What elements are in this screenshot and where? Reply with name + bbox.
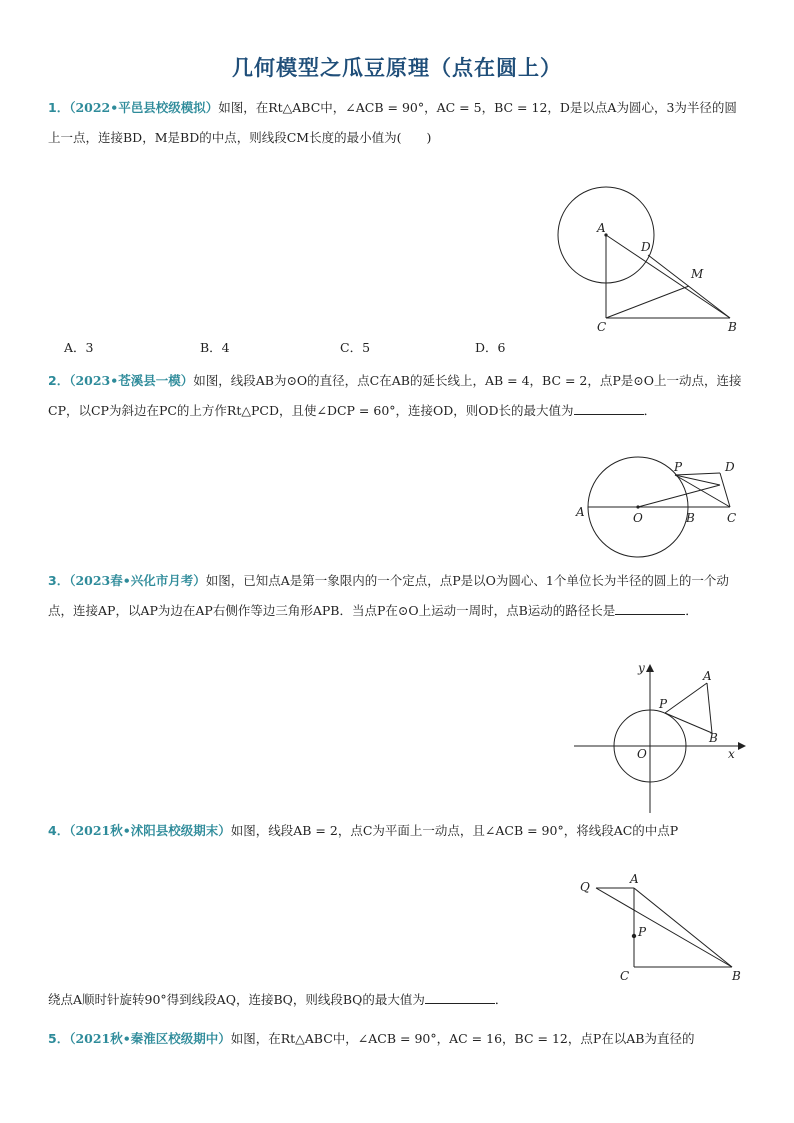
label-P: P	[638, 925, 647, 939]
question-1	[48, 93, 748, 153]
choice-d[interactable]: D．6	[475, 340, 506, 355]
question-2: 2．（2023•苍溪县一模）如图，线段AB为⊙O的直径，点C在AB的延长线上，AB = 4，BC = 2，点P是⊙O上一动点，连接CP，以CP为斜边在PC的上方作Rt△PCD，且使∠DCP = 60°，连接OD，则OD长的最大值为 ．	[48, 373, 742, 418]
label-x: x	[728, 747, 735, 761]
label-A: A	[703, 669, 712, 683]
question-text: 如图，在Rt△ABC中，∠ACB = 90°，AC = 16，BC = 12，点P在以AB为直径的	[230, 1031, 695, 1046]
question-number: 4．	[48, 823, 70, 838]
choice-c[interactable]: C．5	[340, 340, 371, 355]
question-source: （2021秋•秦淮区校级期中）	[69, 1031, 231, 1046]
question-text: 如图，在Rt△ABC中，∠ACB = 90°，AC = 5，BC = 12，D是以点A为圆心，3为半径的圆上一点，连接BD，M是BD的中点，则线段CM长度的最小值为( )	[48, 100, 737, 145]
label-P: P	[674, 460, 683, 474]
question-source: （2022•平邑县校级模拟）	[69, 100, 219, 115]
question-text: 如图，已知点A是第一象限内的一个定点，点P是以O为圆心、1个单位长为半径的圆上的一个动点，连接AP，以AP为边在AP右侧作等边三角形APB．当点P在⊙O上运动一周时，点B运动的路径长是	[48, 573, 729, 618]
figure-q4	[570, 870, 750, 985]
label-P: P	[659, 697, 668, 711]
question-number: 1．	[48, 100, 70, 115]
question-3: 3．（2023春•兴化市月考）如图，已知点A是第一象限内的一个定点，点P是以O为圆心、1个单位长为半径的圆上的一个动点，连接AP，以AP为边在AP右侧作等边三角形APB．当点P在⊙O上运动一周时，点B运动的路径长是 ．	[48, 573, 729, 618]
label-D: D	[641, 240, 651, 254]
choice-a[interactable]: A．3	[64, 340, 94, 355]
label-B: B	[728, 320, 737, 334]
label-O: O	[633, 511, 643, 525]
label-C: C	[727, 511, 737, 525]
question-source: （2023春•兴化市月考）	[69, 573, 206, 588]
figure-q2	[570, 455, 750, 565]
label-C: C	[620, 969, 630, 983]
label-M: M	[691, 267, 704, 281]
question-number: 5．	[48, 1031, 70, 1046]
figure-q3	[570, 658, 750, 818]
label-O: O	[637, 747, 647, 761]
question-number: 3．	[48, 573, 70, 588]
answer-blank[interactable]	[615, 600, 685, 615]
question-4	[48, 816, 748, 846]
label-Q: Q	[580, 880, 590, 894]
question-number: 2．	[48, 373, 70, 388]
choice-b[interactable]: B．4	[200, 340, 230, 355]
label-A: A	[630, 872, 639, 886]
figure-q1	[550, 185, 750, 340]
label-y: y	[638, 661, 645, 675]
question-source: （2021秋•沭阳县校级期末）	[69, 823, 231, 838]
label-C: C	[597, 320, 607, 334]
question-4-continued: 绕点A顺时针旋转90°得到线段AQ，连接BQ，则线段BQ的最大值为 ．	[48, 985, 748, 1015]
label-D: D	[725, 460, 735, 474]
question-source: （2023•苍溪县一模）	[69, 373, 194, 388]
question-5	[48, 1024, 748, 1054]
answer-blank[interactable]	[574, 400, 644, 415]
question-text: 绕点A顺时针旋转90°得到线段AQ，连接BQ，则线段BQ的最大值为	[48, 992, 425, 1007]
label-A: A	[597, 221, 606, 235]
question-text: 如图，线段AB为⊙O的直径，点C在AB的延长线上，AB = 4，BC = 2，点P是⊙O上一动点，连接CP，以CP为斜边在PC的上方作Rt△PCD，且使∠DCP = 60°，连接OD，则OD长的最大值为	[48, 373, 742, 418]
answer-blank[interactable]	[425, 989, 495, 1004]
label-A: A	[576, 505, 585, 519]
label-B: B	[732, 969, 741, 983]
question-text: 如图，线段AB = 2，点C为平面上一动点，且∠ACB = 90°，将线段AC的中点P	[230, 823, 679, 838]
label-B: B	[709, 731, 718, 745]
page-title: 几何模型之瓜豆原理（点在圆上）	[232, 55, 562, 80]
label-B: B	[686, 511, 695, 525]
